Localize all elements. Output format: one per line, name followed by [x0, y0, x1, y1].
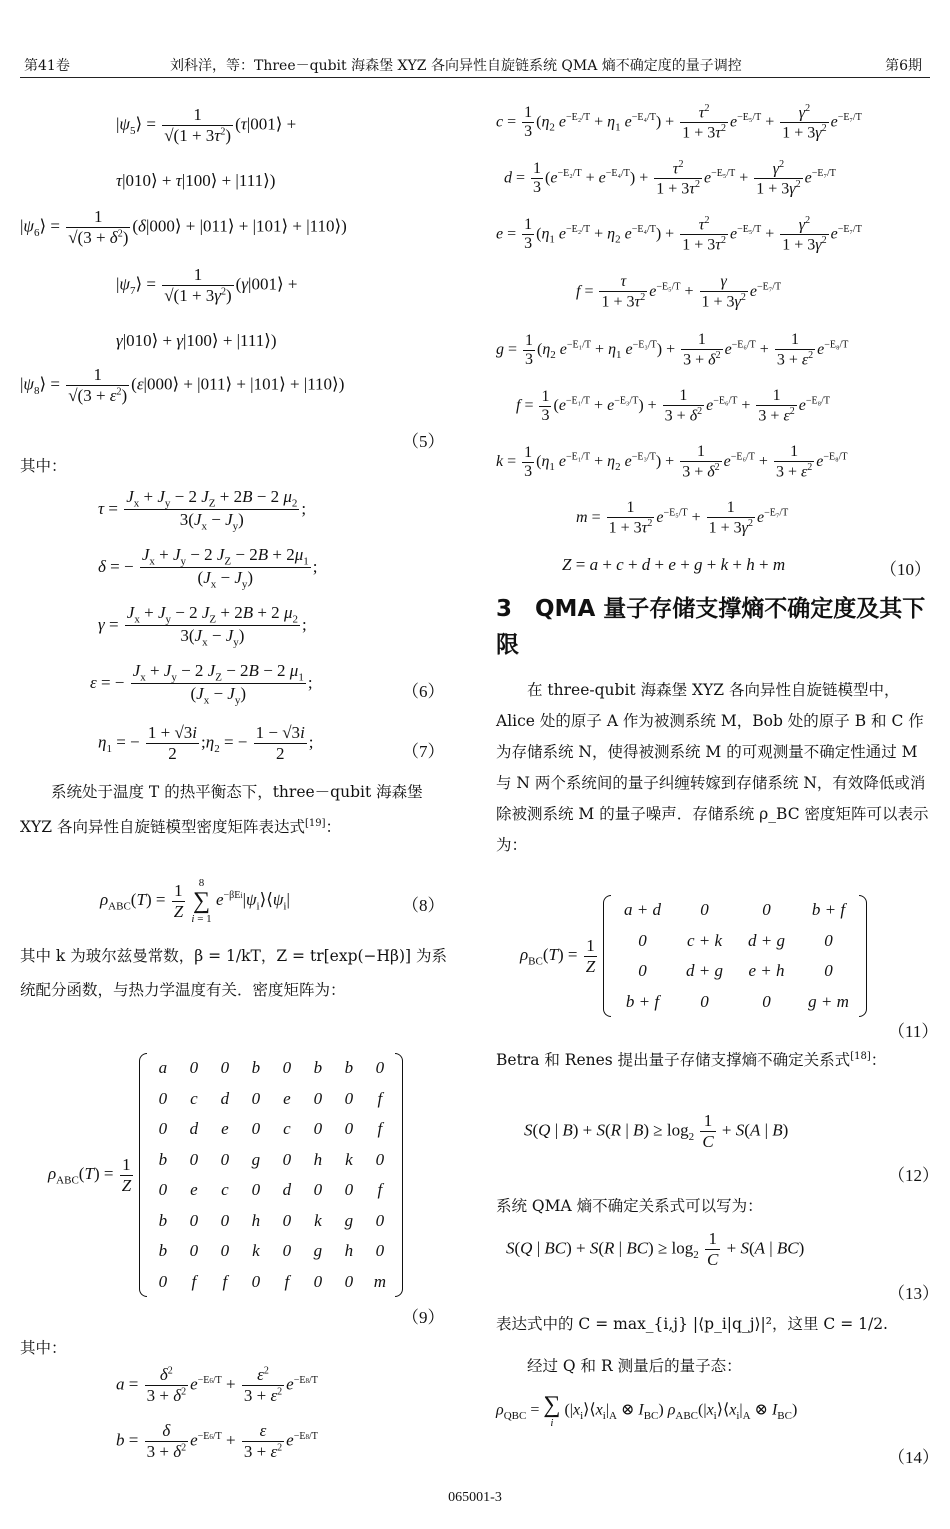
matrix-cell: 0 — [251, 1119, 261, 1139]
matrix-cell: c + k — [686, 930, 722, 950]
matrix-row — [147, 1236, 395, 1267]
matrix-rho-bc-table — [611, 895, 859, 1017]
matrix-cell: 0 — [220, 1210, 230, 1230]
matrix-cell: c — [190, 1088, 198, 1108]
matrix-cell: f — [284, 1271, 290, 1291]
matrix-cell: 0 — [251, 1088, 261, 1108]
matrix-cell: 0 — [158, 1180, 168, 1200]
matrix-cell: 0 — [313, 1119, 323, 1139]
matrix-cell: 0 — [344, 1271, 354, 1291]
matrix-cell: 0 — [375, 1210, 385, 1230]
matrix-cell: 0 — [220, 1058, 230, 1078]
matrix-cell: 0 — [344, 1088, 354, 1108]
eq7-number: （7） — [402, 742, 445, 761]
eq6-epsilon: ε = − $\frac{J_x + J_y - 2 J_Z - 2B - 2 \mu_1}{(J_x - J_y)}$ ; — [90, 661, 313, 707]
matrix-cell: 0 — [158, 1271, 168, 1291]
matrix-row — [611, 956, 859, 987]
issue-label: 第6期 — [885, 58, 922, 74]
matrix-cell: 0 — [282, 1149, 292, 1169]
matrix-cell: b — [158, 1149, 168, 1169]
running-title: 刘科洋，等：Three－qubit 海森堡 XYZ 各向异性自旋链系统 QMA 熵不确定度的量子调控 — [170, 58, 742, 74]
eq9-density-matrix: $\rho_{ABC}(T)$ = $\frac{1}{Z}$ a 0 0 b 0 b b 0 0 c d 0 e 0 0 f 0 d e 0 c 0 0 f b 0 0 g 0 h k 0 0 e c 0 d 0 0 f b 0 0 h 0 k g 0 b 0 0 k 0 g h 0 0 f f 0 f 0 0 m — [48, 1053, 403, 1297]
matrix-cell: 0 — [158, 1088, 168, 1108]
matrix-cell: h — [344, 1241, 354, 1261]
matrix-cell: a + d — [623, 900, 661, 920]
matrix-cell: g + m — [808, 991, 849, 1011]
matrix-cell: 0 — [313, 1271, 323, 1291]
paragraph-model: 在 three-qubit 海森堡 XYZ 各向异性自旋链模型中，Alice 处的原子 A 作为被测系统 M，Bob 处的原子 B 和 C 作为存储系统 N，使得被测系统 M 的可观测量不确定性通过 M 与 N 两个系统间的量子纠缠转嫁到存储系统 N，有效降低或消除被测系统 M 的量子噪声．存储系统 ρ_BC 密度矩阵可以表示为： — [496, 681, 929, 854]
matrix-cell: 0 — [375, 1058, 385, 1078]
matrix-row — [611, 987, 859, 1018]
matrix-cell: g — [251, 1149, 261, 1169]
matrix-row — [147, 1267, 395, 1298]
matrix-cell: k — [345, 1149, 353, 1169]
matrix-cell: 0 — [344, 1180, 354, 1200]
matrix-cell: d + g — [747, 930, 785, 950]
eq-b: b = $\frac{\delta}{3 + \delta^2}$ $e^{-E6/T}$ + $\frac{\varepsilon}{3 + \varepsilon^2}$ $e^{-E8/T}$ — [116, 1421, 318, 1461]
matrix-cell: 0 — [220, 1149, 230, 1169]
matrix-cell: b — [251, 1058, 261, 1078]
matrix-cell: f — [377, 1088, 383, 1108]
eq6-number: （6） — [402, 682, 445, 701]
eq13-qma-uncertainty: S(Q | BC) + S(R | $BC) \ge \log_2$ $\frac{1}{C}$ + S(A | BC) — [506, 1229, 805, 1269]
matrix-cell: 0 — [282, 1058, 292, 1078]
matrix-cell: b + f — [625, 991, 660, 1011]
paragraph-partition: 其中 k 为玻尔兹曼常数，β = 1/kT，Z = tr[exp(−Hβ)] 为系统配分函数，与热力学温度有关．密度矩阵为： — [20, 947, 448, 999]
matrix-cell: 0 — [375, 1149, 385, 1169]
matrix-cell: b + f — [811, 900, 846, 920]
paragraph-thermal-text: 系统处于温度 T 的热平衡态下，three－qubit 海森堡 XYZ 各向异性自旋链模型密度矩阵表达式 — [20, 783, 423, 837]
matrix-cell: 0 — [700, 900, 709, 920]
matrix-cell: 0 — [220, 1241, 230, 1261]
matrix-cell: k — [252, 1241, 260, 1261]
matrix-cell: h — [251, 1210, 261, 1230]
citation-19[interactable]: [19] — [304, 818, 326, 829]
eq5-psi5-cont: τ|010⟩ + τ|100⟩ + |111⟩) — [116, 171, 276, 190]
eq-f-second: f = $\frac{1}{3}$ $(e^{-E_1/T} + e^{-E_3/T})$ + $\frac{1}{3 + \delta^2}$ $e^{-E_6/T}$ + $\frac{1}{3 + \varepsilon^2}$ $e^{-E_8/T}$ — [516, 387, 830, 425]
matrix-cell: b — [313, 1058, 323, 1078]
matrix-cell: 0 — [313, 1180, 323, 1200]
matrix-cell: e + h — [748, 961, 785, 981]
eq12-number: （12） — [888, 1166, 939, 1185]
matrix-cell: 0 — [251, 1180, 261, 1200]
header-rule — [20, 77, 930, 78]
eq12-uncertainty: S(Q | B) + S(R | $B) \ge \log_2$ $\frac{1}{C}$ + S(A | B) — [524, 1111, 789, 1151]
page-number: 065001-3 — [448, 1490, 502, 1505]
matrix-cell: d + g — [685, 961, 723, 981]
matrix-cell: h — [313, 1149, 323, 1169]
matrix-cell: g — [313, 1241, 323, 1261]
eq5-number: （5） — [402, 432, 445, 451]
eq-a: a = $\frac{\delta^2}{3 + \delta^2}$ $e^{-E6/T}$ + $\frac{\varepsilon^2}{3 + \varepsilon^2}$ $e^{-E8/T}$ — [116, 1365, 318, 1405]
eq-m: m = $\frac{1}{1 + 3\tau^2}$ $e^{-E_5/T}$ + $\frac{1}{1 + 3\gamma^2}$ $e^{-E_7/T}$ — [576, 499, 789, 537]
matrix-cell: 0 — [700, 991, 709, 1011]
eq5-psi7-cont: γ|010⟩ + γ|100⟩ + |111⟩) — [116, 331, 277, 350]
paragraph-measured-state: 经过 Q 和 R 测量后的量子态： — [527, 1357, 742, 1375]
eq-d: d = $\frac{1}{3}$ $(e^{-E_2/T} + e^{-E_4/T})$ + $\frac{\tau^2}{1 + 3\tau^2}$ $e^{-E_5/T}$ + $\frac{\gamma^2}{1 + 3\gamma^2}$ $e^{-E_7/T}$ — [504, 159, 836, 198]
paragraph-thermal-tail: ： — [325, 818, 342, 837]
matrix-cell: 0 — [344, 1119, 354, 1139]
matrix-row — [147, 1084, 395, 1115]
matrix-cell: 0 — [638, 930, 647, 950]
matrix-cell: 0 — [762, 991, 771, 1011]
matrix-row — [147, 1145, 395, 1176]
matrix-cell: 0 — [282, 1241, 292, 1261]
matrix-cell: c — [221, 1180, 229, 1200]
eq6-delta: δ = − $\frac{J_x + J_y - 2 J_Z - 2B + 2\mu_1}{(J_x - J_y)}$ ; — [98, 545, 318, 591]
matrix-cell: d — [189, 1119, 199, 1139]
matrix-cell: 0 — [762, 900, 771, 920]
eq10-number: （10） — [880, 560, 931, 579]
matrix-cell: g — [344, 1210, 354, 1230]
paragraph-qma: 系统 QMA 熵不确定关系式可以写为： — [496, 1197, 763, 1215]
matrix-cell: e — [190, 1180, 198, 1200]
matrix-rho-abc — [139, 1053, 403, 1297]
matrix-cell: 0 — [189, 1058, 199, 1078]
matrix-cell: m — [373, 1271, 387, 1291]
matrix-rho-abc-table — [147, 1053, 395, 1297]
matrix-cell: a — [158, 1058, 168, 1078]
eq14-rho-qbc: $\rho_{QBC}$ = ∑ i ($|x_i⟩⟨x_i|_A$ ⊗ $I_{BC}$) $\rho_{ABC}(|x_i⟩⟨x_i|_A$ ⊗ $I_{BC}$) — [496, 1392, 798, 1429]
eq5-psi8: $|\psi_8⟩$ = $\frac{1}{√(3 + \varepsilon^2)}$ (ε|000⟩ + |011⟩ + |101⟩ + |110⟩) — [20, 365, 345, 405]
qizhong-label-2: 其中： — [20, 1339, 67, 1357]
matrix-cell: 0 — [189, 1149, 199, 1169]
matrix-cell: e — [221, 1119, 229, 1139]
matrix-cell: f — [191, 1271, 197, 1291]
eq7-eta: $\eta_1$ = − $\frac{1 + √3i}{2}$ $;\eta_2$ = − $\frac{1 - √3i}{2}$ ; — [98, 723, 314, 763]
eq6-gamma: γ = $\frac{J_x + J_y - 2 J_Z + 2B + 2 \mu_2}{3(J_x - J_y)}$ ; — [98, 603, 307, 649]
eq11-number: （11） — [888, 1022, 939, 1041]
eq6-tau: τ = $\frac{J_x + J_y - 2 J_Z + 2B - 2 \mu_2}{3(J_x - J_y)}$ ; — [98, 487, 307, 533]
matrix-row — [147, 1175, 395, 1206]
matrix-cell: 0 — [282, 1210, 292, 1230]
matrix-row — [611, 895, 859, 926]
matrix-cell: e — [283, 1088, 291, 1108]
paragraph-thermal — [20, 777, 456, 843]
matrix-cell: 0 — [375, 1241, 385, 1261]
eq-k: k = $\frac{1}{3}$ ($\eta_1$ $e^{-E_1/T} + \eta_2$ $e^{-E_3/T}$) + $\frac{1}{3 + \delta^2}$ $e^{-E_6/T}$ + $\frac{1}{3 + \varepsilon^2}$ $e^{-E_8/T}$ — [496, 443, 848, 481]
matrix-row — [147, 1053, 395, 1084]
matrix-row — [147, 1206, 395, 1237]
matrix-cell: d — [282, 1180, 292, 1200]
eq14-number: （14） — [888, 1448, 939, 1467]
matrix-cell: 0 — [158, 1119, 168, 1139]
matrix-cell: d — [220, 1088, 230, 1108]
matrix-cell: f — [377, 1180, 383, 1200]
eq10-partition: Z = a + c + d + e + g + k + h + m — [562, 555, 786, 574]
matrix-cell: c — [283, 1119, 291, 1139]
eq-f-first: f = $\frac{\tau}{1 + 3\tau^2}$ $e^{-E_5/T}$ + $\frac{\gamma}{1 + 3\gamma^2}$ $e^{-E_7/T}$ — [576, 273, 782, 311]
eq11-rho-bc: $\rho_{BC}(T)$ = $\frac{1}{Z}$ a + d 0 0 b + f 0 c + k d + g 0 0 d + g e + h 0 b + f 0 0 g + m — [520, 895, 867, 1017]
paragraph-berta-renes-tail: ： — [870, 1051, 887, 1070]
matrix-cell: b — [344, 1058, 354, 1078]
matrix-cell: 0 — [638, 961, 647, 981]
matrix-cell: 0 — [189, 1241, 199, 1261]
eq5-psi6: $|\psi_6⟩$ = $\frac{1}{√(3 + \delta^2)}$ (δ|000⟩ + |011⟩ + |101⟩ + |110⟩) — [20, 207, 347, 247]
volume-label: 第41卷 — [24, 58, 70, 74]
matrix-rho-bc — [603, 895, 867, 1017]
matrix-row — [147, 1114, 395, 1145]
eq5-psi5: $|\psi_5⟩$ = $\frac{1}{√(1 + 3\tau^2)}$ (τ|001⟩ + — [116, 105, 297, 145]
paragraph-berta-renes — [496, 1041, 932, 1076]
matrix-cell: 0 — [313, 1088, 323, 1108]
eq-c: c = $\frac{1}{3}$ ($\eta_2$ $e^{-E_2/T} + \eta_1$ $e^{-E_4/T}$) + $\frac{\tau^2}{1 + 3\tau^2}$ $e^{-E_5/T}$ + $\frac{\gamma^2}{1 + 3\gamma^2}$ $e^{-E_7/T}$ — [496, 103, 862, 142]
paragraph-berta-renes-text: Betra 和 Renes 提出量子存储支撑熵不确定关系式 — [496, 1051, 851, 1070]
matrix-cell: f — [377, 1119, 383, 1139]
citation-18[interactable]: [18] — [850, 1051, 871, 1062]
eq13-number: （13） — [888, 1284, 939, 1303]
eq-e: e = $\frac{1}{3}$ ($\eta_1$ $e^{-E_2/T} + \eta_2$ $e^{-E_4/T}$) + $\frac{\tau^2}{1 + 3\tau^2}$ $e^{-E_5/T}$ + $\frac{\gamma^2}{1 + 3\gamma^2}$ $e^{-E_7/T}$ — [496, 215, 862, 254]
qizhong-label-1: 其中： — [20, 457, 67, 475]
matrix-cell: 0 — [824, 930, 833, 950]
section-3-heading: 3 QMA 量子存储支撑熵不确定度及其下限 — [496, 596, 926, 658]
eq8-number: （8） — [402, 896, 445, 915]
eq8-rho-abc: $\rho_{ABC}(T)$ = $\frac{1}{Z}$ 8 ∑ i = 1 $e^{-\beta Ei}|\psi_i⟩⟨\psi_i|$ — [100, 877, 290, 925]
eq-g: g = $\frac{1}{3}$ ($\eta_2$ $e^{-E_1/T} + \eta_1$ $e^{-E_3/T}$) + $\frac{1}{3 + \delta^2}$ $e^{-E_6/T}$ + $\frac{1}{3 + \varepsilon^2}$ $e^{-E_8/T}$ — [496, 331, 849, 369]
matrix-cell: b — [158, 1210, 168, 1230]
eq5-psi7: $|\psi_7⟩$ = $\frac{1}{√(1 + 3\gamma^2)}$ (γ|001⟩ + — [116, 265, 298, 305]
matrix-cell: 0 — [189, 1210, 199, 1230]
matrix-row — [611, 926, 859, 957]
eq9-number: （9） — [402, 1308, 445, 1327]
matrix-cell: 0 — [251, 1271, 261, 1291]
matrix-cell: k — [314, 1210, 322, 1230]
matrix-cell: b — [158, 1241, 168, 1261]
matrix-cell: 0 — [824, 961, 833, 981]
paragraph-c-definition: 表达式中的 C = max_{i,j} |⟨p_i|q_j⟩|²，这里 C = 1/2. — [496, 1315, 888, 1333]
matrix-cell: f — [222, 1271, 228, 1291]
